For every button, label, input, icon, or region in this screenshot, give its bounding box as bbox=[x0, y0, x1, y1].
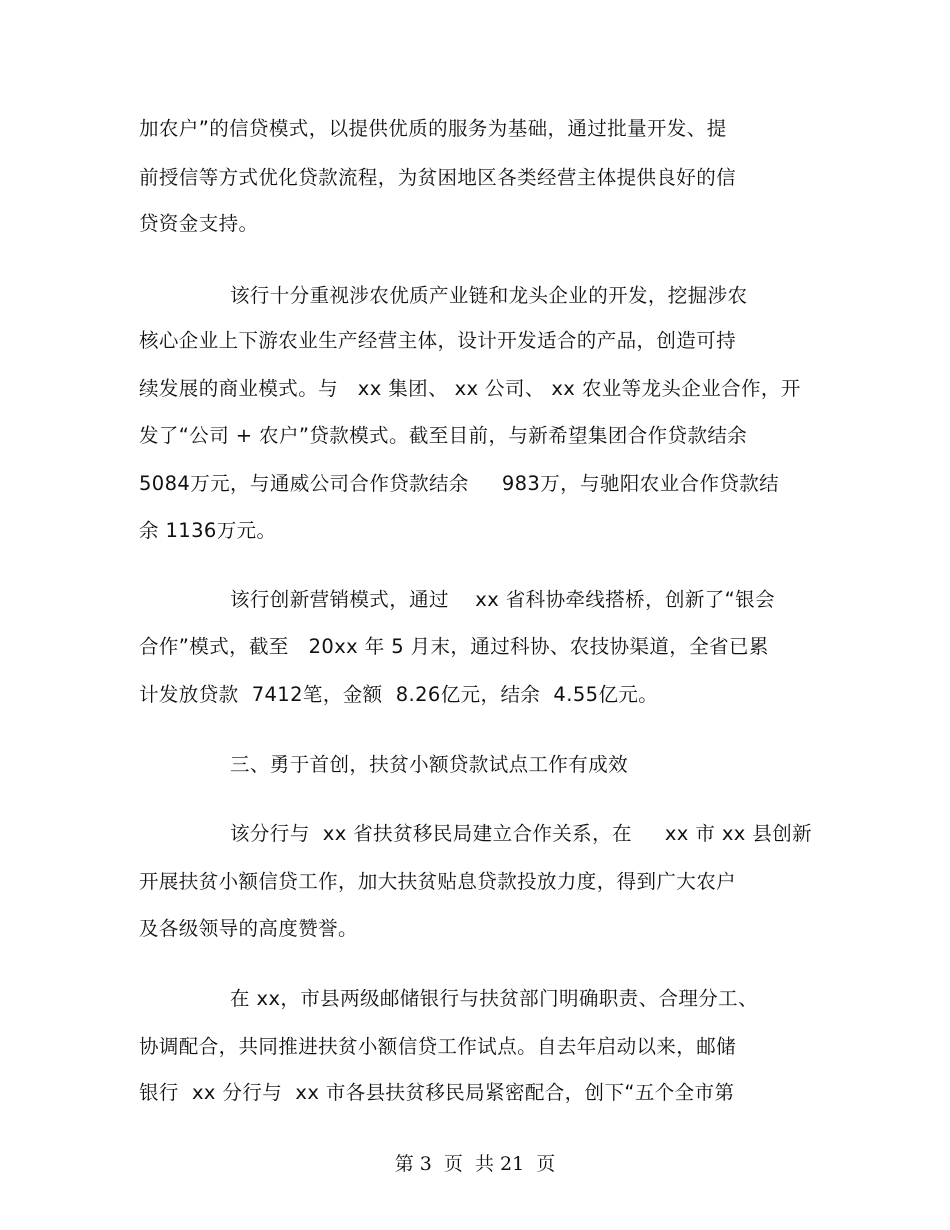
body-text-line: 银行 xx 分行与 xx 市各县扶贫移民局紧密配合，创下“五个全市第 bbox=[139, 1081, 735, 1104]
body-text-line: 发了“公司 + 农户”贷款模式。截至目前，与新希望集团合作贷款结余 bbox=[139, 424, 748, 447]
body-text-line: 该行十分重视涉农优质产业链和龙头企业的开发，挖掘涉农 bbox=[230, 284, 748, 307]
body-text-line: 开展扶贫小额信贷工作，加大扶贫贴息贷款投放力度，得到广大农户 bbox=[139, 870, 737, 893]
body-text-line: 该分行与 xx 省扶贫移民局建立合作关系，在 xx 市 xx 县创新 bbox=[230, 822, 813, 845]
body-text-line: 合作”模式，截至 20xx 年 5 月末，通过科协、农技协渠道，全省已累 bbox=[139, 635, 769, 658]
body-text-line: 核心企业上下游农业生产经营主体，设计开发适合的产品，创造可持 bbox=[139, 329, 737, 352]
body-text-line: 贷资金支持。 bbox=[139, 212, 259, 235]
body-text-line: 及各级领导的高度赞誉。 bbox=[139, 917, 358, 940]
body-text-line: 该行创新营销模式，通过 xx 省科协牵线搭桥，创新了“银会 bbox=[230, 588, 775, 611]
body-text-line: 续发展的商业模式。与 xx 集团、 xx 公司、 xx 农业等龙头企业合作，开 bbox=[139, 377, 801, 400]
body-text-line: 协调配合，共同推进扶贫小额信贷工作试点。自去年启动以来，邮储 bbox=[139, 1035, 737, 1058]
page-number-footer: 第 3 页 共 21 页 bbox=[394, 1153, 556, 1175]
body-text-line: 加农户”的信贷模式，以提供优质的服务为基础，通过批量开发、提 bbox=[139, 117, 727, 140]
body-text-line: 余 1136万元。 bbox=[139, 519, 277, 542]
body-text-line: 前授信等方式优化贷款流程，为贫困地区各类经营主体提供良好的信 bbox=[139, 166, 737, 189]
body-text-line: 在 xx，市县两级邮储银行与扶贫部门明确职责、合理分工、 bbox=[230, 987, 758, 1010]
body-text-line: 5084万元，与通威公司合作贷款结余 983万，与驰阳农业合作贷款结 bbox=[139, 472, 780, 495]
body-text-line: 计发放贷款 7412笔，金额 8.26亿元，结余 4.55亿元。 bbox=[139, 683, 659, 706]
section-heading: 三、勇于首创，扶贫小额贷款试点工作有成效 bbox=[230, 753, 629, 776]
